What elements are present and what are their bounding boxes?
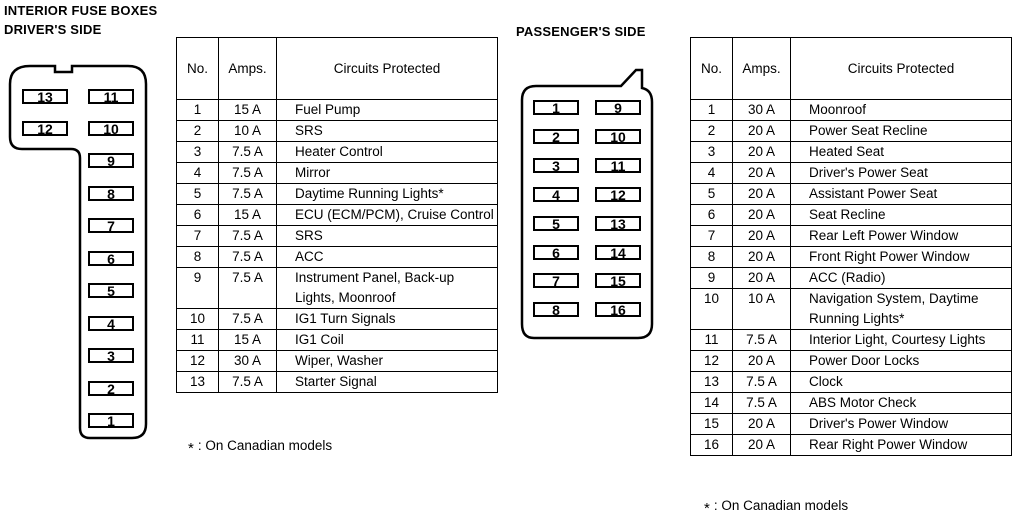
fuse-no: 10 [691, 289, 733, 330]
fuse-circuit: Clock [791, 372, 1012, 393]
fuse-no: 1 [177, 100, 219, 121]
table-row [177, 351, 498, 372]
fuse-no: 12 [691, 351, 733, 372]
footnote-text: : On Canadian models [197, 438, 333, 453]
driver-fuse-7: 7 [88, 218, 134, 233]
driver-side-heading: DRIVER'S SIDE [4, 22, 102, 37]
table-row [177, 372, 498, 393]
passenger-fuse-7: 7 [533, 273, 579, 288]
footnote-star: * [704, 500, 710, 517]
passenger-fuse-10: 10 [595, 129, 641, 144]
fuse-no: 8 [177, 247, 219, 268]
column-header-circuits: Circuits Protected [277, 38, 498, 100]
column-header-no: No. [691, 38, 733, 100]
fuse-amps: 30 A [219, 351, 277, 372]
driver-fuse-10: 10 [88, 121, 134, 136]
fuse-amps: 15 A [219, 100, 277, 121]
column-header-amps: Amps. [219, 38, 277, 100]
fuse-circuit: SRS [277, 121, 498, 142]
fuse-amps: 30 A [733, 100, 791, 121]
passenger-fuse-table [690, 37, 1012, 456]
fuse-circuit: Mirror [277, 163, 498, 184]
fuse-no: 6 [691, 205, 733, 226]
table-row [177, 226, 498, 247]
fuse-amps: 7.5 A [219, 226, 277, 247]
passenger-fuse-8: 8 [533, 302, 579, 317]
fuse-circuit: Starter Signal [277, 372, 498, 393]
table-row [691, 435, 1012, 456]
table-row [691, 330, 1012, 351]
table-row [177, 247, 498, 268]
fuse-circuit: Wiper, Washer [277, 351, 498, 372]
fuse-circuit: Interior Light, Courtesy Lights [791, 330, 1012, 351]
fuse-no: 13 [177, 372, 219, 393]
table-row [691, 163, 1012, 184]
fuse-no: 8 [691, 247, 733, 268]
fuse-no: 3 [691, 142, 733, 163]
footnote-star: * [188, 440, 194, 457]
passenger-fuse-3: 3 [533, 158, 579, 173]
fuse-circuit: Moonroof [791, 100, 1012, 121]
fuse-circuit: Daytime Running Lights* [277, 184, 498, 205]
fuse-circuit: ABS Motor Check [791, 393, 1012, 414]
fuse-circuit: Power Seat Recline [791, 121, 1012, 142]
passenger-side-heading: PASSENGER'S SIDE [516, 24, 646, 39]
driver-fuse-table [176, 37, 498, 393]
passenger-fuse-6: 6 [533, 245, 579, 260]
fuse-amps: 20 A [733, 163, 791, 184]
driver-footnote [188, 437, 333, 457]
fuse-no: 5 [691, 184, 733, 205]
table-row [691, 268, 1012, 289]
page-title: INTERIOR FUSE BOXES [4, 3, 158, 18]
driver-fuse-box-outline [0, 0, 160, 440]
fuse-amps: 7.5 A [219, 184, 277, 205]
table-row [691, 226, 1012, 247]
table-header-row [691, 38, 1012, 100]
table-row [691, 351, 1012, 372]
passenger-footnote [704, 497, 849, 517]
driver-fuse-8: 8 [88, 186, 134, 201]
table-row [177, 184, 498, 205]
driver-fuse-6: 6 [88, 251, 134, 266]
fuse-no: 11 [177, 330, 219, 351]
fuse-amps: 7.5 A [219, 372, 277, 393]
fuse-no: 14 [691, 393, 733, 414]
fuse-no: 9 [691, 268, 733, 289]
fuse-amps: 7.5 A [219, 163, 277, 184]
table-row [691, 142, 1012, 163]
passenger-fuse-12: 12 [595, 187, 641, 202]
driver-fuse-1: 1 [88, 413, 134, 428]
driver-fuse-2: 2 [88, 381, 134, 396]
table-row [177, 100, 498, 121]
table-row [691, 289, 1012, 330]
fuse-circuit: Fuel Pump [277, 100, 498, 121]
fuse-no: 5 [177, 184, 219, 205]
footnote-text: : On Canadian models [713, 498, 849, 513]
passenger-fuse-9: 9 [595, 100, 641, 115]
passenger-fuse-box-diagram [516, 60, 656, 345]
fuse-circuit: Driver's Power Seat [791, 163, 1012, 184]
column-header-circuits: Circuits Protected [791, 38, 1012, 100]
fuse-no: 7 [691, 226, 733, 247]
table-row [691, 393, 1012, 414]
table-row [177, 268, 498, 309]
table-header-row [177, 38, 498, 100]
fuse-circuit: Front Right Power Window [791, 247, 1012, 268]
fuse-amps: 20 A [733, 247, 791, 268]
fuse-amps: 15 A [219, 205, 277, 226]
fuse-amps: 7.5 A [733, 372, 791, 393]
table-row [177, 121, 498, 142]
fuse-amps: 20 A [733, 121, 791, 142]
fuse-no: 9 [177, 268, 219, 309]
driver-fuse-12: 12 [22, 121, 68, 136]
driver-fuse-box-diagram [0, 0, 160, 440]
fuse-circuit: Rear Right Power Window [791, 435, 1012, 456]
fuse-no: 2 [691, 121, 733, 142]
table-row [691, 414, 1012, 435]
fuse-amps: 20 A [733, 351, 791, 372]
fuse-circuit: Navigation System, Daytime Running Lights* [791, 289, 1012, 330]
passenger-fuse-4: 4 [533, 187, 579, 202]
passenger-fuse-11: 11 [595, 158, 641, 173]
fuse-circuit: SRS [277, 226, 498, 247]
passenger-fuse-5: 5 [533, 216, 579, 231]
passenger-fuse-16: 16 [595, 302, 641, 317]
driver-fuse-5: 5 [88, 283, 134, 298]
fuse-no: 3 [177, 142, 219, 163]
fuse-no: 12 [177, 351, 219, 372]
fuse-amps: 20 A [733, 205, 791, 226]
fuse-amps: 7.5 A [733, 393, 791, 414]
fuse-circuit: ACC [277, 247, 498, 268]
fuse-amps: 20 A [733, 414, 791, 435]
passenger-fuse-14: 14 [595, 245, 641, 260]
fuse-no: 13 [691, 372, 733, 393]
fuse-amps: 10 A [219, 121, 277, 142]
column-header-no: No. [177, 38, 219, 100]
fuse-no: 10 [177, 309, 219, 330]
fuse-amps: 7.5 A [219, 268, 277, 309]
fuse-circuit: ECU (ECM/PCM), Cruise Control [277, 205, 498, 226]
fuse-circuit: Heated Seat [791, 142, 1012, 163]
table-row [691, 247, 1012, 268]
table-row [177, 205, 498, 226]
driver-fuse-3: 3 [88, 348, 134, 363]
fuse-circuit: IG1 Coil [277, 330, 498, 351]
fuse-no: 2 [177, 121, 219, 142]
fuse-no: 15 [691, 414, 733, 435]
table-row [691, 121, 1012, 142]
table-row [691, 184, 1012, 205]
fuse-circuit: Assistant Power Seat [791, 184, 1012, 205]
column-header-amps: Amps. [733, 38, 791, 100]
fuse-amps: 20 A [733, 226, 791, 247]
driver-fuse-4: 4 [88, 316, 134, 331]
driver-fuse-13: 13 [22, 89, 68, 104]
fuse-no: 7 [177, 226, 219, 247]
fuse-no: 16 [691, 435, 733, 456]
fuse-circuit: Heater Control [277, 142, 498, 163]
fuse-circuit: Rear Left Power Window [791, 226, 1012, 247]
fuse-amps: 20 A [733, 184, 791, 205]
fuse-amps: 7.5 A [219, 309, 277, 330]
passenger-fuse-2: 2 [533, 129, 579, 144]
fuse-circuit: Driver's Power Window [791, 414, 1012, 435]
table-row [177, 163, 498, 184]
table-row [177, 142, 498, 163]
fuse-amps: 7.5 A [733, 330, 791, 351]
table-row [691, 100, 1012, 121]
fuse-no: 1 [691, 100, 733, 121]
fuse-circuit: Seat Recline [791, 205, 1012, 226]
fuse-amps: 20 A [733, 142, 791, 163]
fuse-amps: 20 A [733, 435, 791, 456]
fuse-circuit: IG1 Turn Signals [277, 309, 498, 330]
passenger-fuse-13: 13 [595, 216, 641, 231]
fuse-amps: 15 A [219, 330, 277, 351]
passenger-fuse-1: 1 [533, 100, 579, 115]
table-row [177, 330, 498, 351]
driver-fuse-11: 11 [88, 89, 134, 104]
fuse-circuit: ACC (Radio) [791, 268, 1012, 289]
fuse-amps: 10 A [733, 289, 791, 330]
fuse-amps: 7.5 A [219, 247, 277, 268]
fuse-circuit: Power Door Locks [791, 351, 1012, 372]
fuse-no: 4 [177, 163, 219, 184]
fuse-amps: 20 A [733, 268, 791, 289]
table-row [177, 309, 498, 330]
fuse-amps: 7.5 A [219, 142, 277, 163]
table-row [691, 372, 1012, 393]
fuse-no: 4 [691, 163, 733, 184]
passenger-fuse-15: 15 [595, 273, 641, 288]
fuse-circuit: Instrument Panel, Back-up Lights, Moonroof [277, 268, 498, 309]
driver-fuse-9: 9 [88, 153, 134, 168]
fuse-no: 11 [691, 330, 733, 351]
table-row [691, 205, 1012, 226]
fuse-no: 6 [177, 205, 219, 226]
